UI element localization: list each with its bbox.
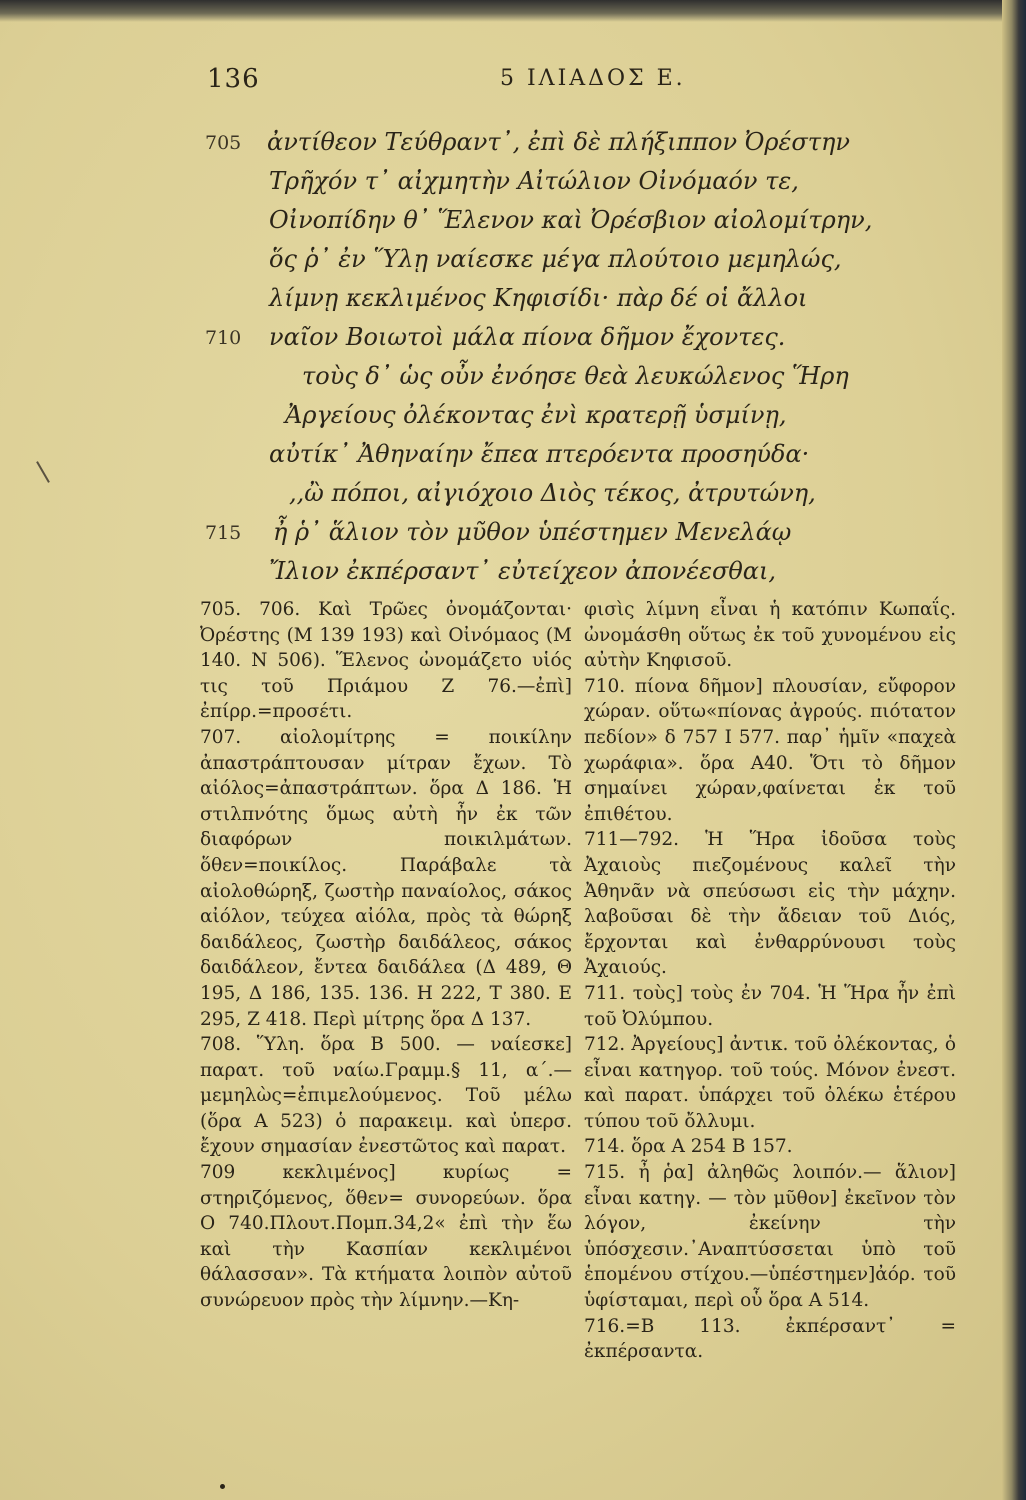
verse-line (205, 245, 965, 281)
verse-text: αὐτίκ᾽ Ἀθηναίην ἔπεα πτερόεντα προσηύδα· (269, 440, 810, 468)
commentary-note: 708. Ὕλη. ὅρα Β 500. — ναίεσκε] παρατ. τοῦ ναίω.Γραμμ.§ 11, α΄.—μεμηλὼς=ἐπιμελούμενος. Τοῦ μέλω (ὅρα Α 523) ὁ παρακειμ. καὶ ὑπερσ. ἔχουν σημασίαν ἐνεστῶτος καὶ παρατ. (200, 1034, 572, 1158)
running-head: 5 ΙΛΙΑΔΟΣ Ε. (500, 66, 686, 91)
verse-text: Οἰνοπίδην θ᾽ Ἕλενον καὶ Ὀρέσβιον αἰολομίτρην, (269, 206, 873, 234)
commentary-note: 714. ὅρα Α 254 Β 157. (584, 1136, 793, 1158)
verse-text: Ἴλιον ἐκπέρσαντ᾽ εὐτείχεον ἀπονέεσθαι, (269, 557, 777, 585)
verse-line (205, 440, 965, 476)
verse-number: 710 (205, 327, 242, 349)
verse-number: 705 (205, 132, 242, 154)
verse-line (205, 518, 965, 554)
verse-line (205, 284, 965, 320)
verse-text: ὅς ῥ᾽ ἐν Ὕλῃ ναίεσκε μέγα πλούτοιο μεμηλώς, (269, 245, 842, 273)
commentary-note: 711. τοὺς] τοὺς ἐν 704. Ἡ Ἥρα ἦν ἐπὶ τοῦ Ὀλύμπου. (584, 982, 956, 1030)
margin-pencil-mark (36, 461, 50, 483)
page-number: 136 (207, 64, 260, 94)
verse-text: τοὺς δ᾽ ὡς οὖν ἐνόησε θεὰ λευκώλενος Ἥρη (302, 362, 849, 390)
commentary-note: 710. πίονα δῆμον] πλουσίαν, εὔφορον χώραν. οὕτω«πίονας ἀγρούς. πιότατον πεδίον» δ 757 Ι 577. παρ᾽ ἡμῖν «παχεὰ χωράφια». ὅρα Α40. Ὅτι τὸ δῆμον σημαίνει χώραν,φαίνεται ἐκ τοῦ ἐπιθέτου. (584, 675, 956, 825)
commentary-note: 715. ἦ ῥα] ἀληθῶς λοιπόν.— ἅλιον] εἶναι κατηγ. — τὸν μῦθον] ἐκεῖνον τὸν λόγον, ἐκείνην τὴν ὑπόσχεσιν.᾽Αναπτύσσεται ὑπὸ τοῦ ἑπομένου στίχου.—ὑπέστημεν]ἀόρ. τοῦ ὑφίσταμαι, περὶ οὗ ὅρα Α 514. (584, 1162, 956, 1312)
verse-text: ἀντίθεον Τεύθραντ᾽, ἐπὶ δὲ πλήξιππον Ὀρέστην (267, 128, 850, 156)
verse-line (205, 362, 965, 398)
commentary-right-column (584, 597, 956, 1365)
commentary-left-column (200, 597, 572, 1314)
verse-line (205, 167, 965, 203)
verse-text: Ἀργείους ὀλέκοντας ἐνὶ κρατερῇ ὑσμίνῃ, (285, 401, 787, 429)
scan-right-edge (1002, 0, 1026, 1500)
ink-spot (220, 1484, 225, 1489)
verse-text: ,,ὢ πόποι, αἰγιόχοιο Διὸς τέκος, ἀτρυτώνη, (289, 479, 816, 507)
verse-line (205, 557, 965, 593)
verse-text: ἦ ῥ᾽ ἅλιον τὸν μῦθον ὑπέστημεν Μενελάῳ (273, 518, 792, 546)
verse-line (205, 128, 965, 164)
commentary-note: 712. Ἀργείους] ἀντικ. τοῦ ὀλέκοντας, ὁ εἶναι κατηγορ. τοῦ τούς. Μόνον ἐνεστ. καὶ παρατ. ὑπάρχει τοῦ ὀλέκω ἑτέρου τύπου τοῦ ὄλλυμι. (584, 1034, 956, 1132)
verse-number: 715 (205, 522, 242, 544)
verse-line (205, 401, 965, 437)
verse-text: Τρῆχόν τ᾽ αἰχμητὴν Αἰτώλιον Οἰνόμαόν τε, (269, 167, 799, 195)
scan-top-edge (0, 0, 1026, 22)
verse-text: λίμνῃ κεκλιμένος Κηφισίδι· πὰρ δέ οἱ ἄλλοι (269, 284, 808, 312)
verse-text: ναῖον Βοιωτοὶ μάλα πίονα δῆμον ἔχοντες. (269, 323, 786, 351)
commentary-note: 705. 706. Καὶ Τρῶες ὀνομάζονται· Ὀρέστης (Μ 139 193) καὶ Οἰνόμαος (Μ 140. Ν 506). Ἕλενος ὠνομάζετο υἱός τις τοῦ Πριάμου Ζ 76.—ἐπὶ] ἐπίρρ.=προσέτι. (200, 599, 572, 723)
verse-line (205, 206, 965, 242)
verse-line (205, 323, 965, 359)
commentary-note: 716.=Β 113. ἐκπέρσαντ᾽ = ἐκπέρσαντα. (584, 1315, 956, 1363)
commentary-note: 707. αἰολομίτρης = ποικίλην ἀπαστράπτουσαν μίτραν ἔχων. Τὸ αἰόλος=ἀπαστράπτων. ὅρα Δ 186. Ἡ στιλπνότης ὅμως αὐτὴ ἦν ἐκ τῶν διαφόρων ποικιλμάτων. ὅθεν=ποικίλος. Παράβαλε τὰ αἰολοθώρηξ, ζωστὴρ παναίολος, σάκος αἰόλον, τεύχεα αἰόλα, πρὸς τὰ θώρηξ δαιδάλεος, ζωστὴρ δαιδάλεος, σάκος δαιδάλεον, ἔντεα δαιδάλεα (Δ 489, Θ 195, Δ 186, 135. 136. Η 222, Τ 380. Ε 295, Ζ 418. Περὶ μίτρης ὅρα Δ 137. (200, 726, 572, 1030)
verse-line (205, 479, 965, 515)
commentary-note: 709 κεκλιμένος] κυρίως = στηριζόμενος, ὅθεν= συνορεύων. ὅρα Ο 740.Πλουτ.Πομπ.34,2« ἐπὶ τὴν ἕω καὶ τὴν Κασπίαν κεκλιμένοι θάλασσαν». Τὰ κτήματα λοιπὸν αὐτοῦ συνώρευον πρὸς τὴν λίμνην.—Κη- (200, 1162, 572, 1312)
commentary-note: 711—792. Ἡ Ἥρα ἰδοῦσα τοὺς Ἀχαιοὺς πιεζομένους καλεῖ τὴν Ἀθηνᾶν νὰ σπεύσωσι εἰς τὴν μάχην. λαβοῦσαι δὲ τὴν ἄδειαν τοῦ Διός, ἔρχονται καὶ ἐνθαρρύνουσι τοὺς Ἀχαιούς. (584, 829, 956, 979)
commentary-note: φισὶς λίμνη εἶναι ἡ κατόπιν Κωπαΐς. ὠνομάσθη οὕτως ἐκ τοῦ χυνομένου εἰς αὐτὴν Κηφισοῦ. (584, 599, 956, 672)
